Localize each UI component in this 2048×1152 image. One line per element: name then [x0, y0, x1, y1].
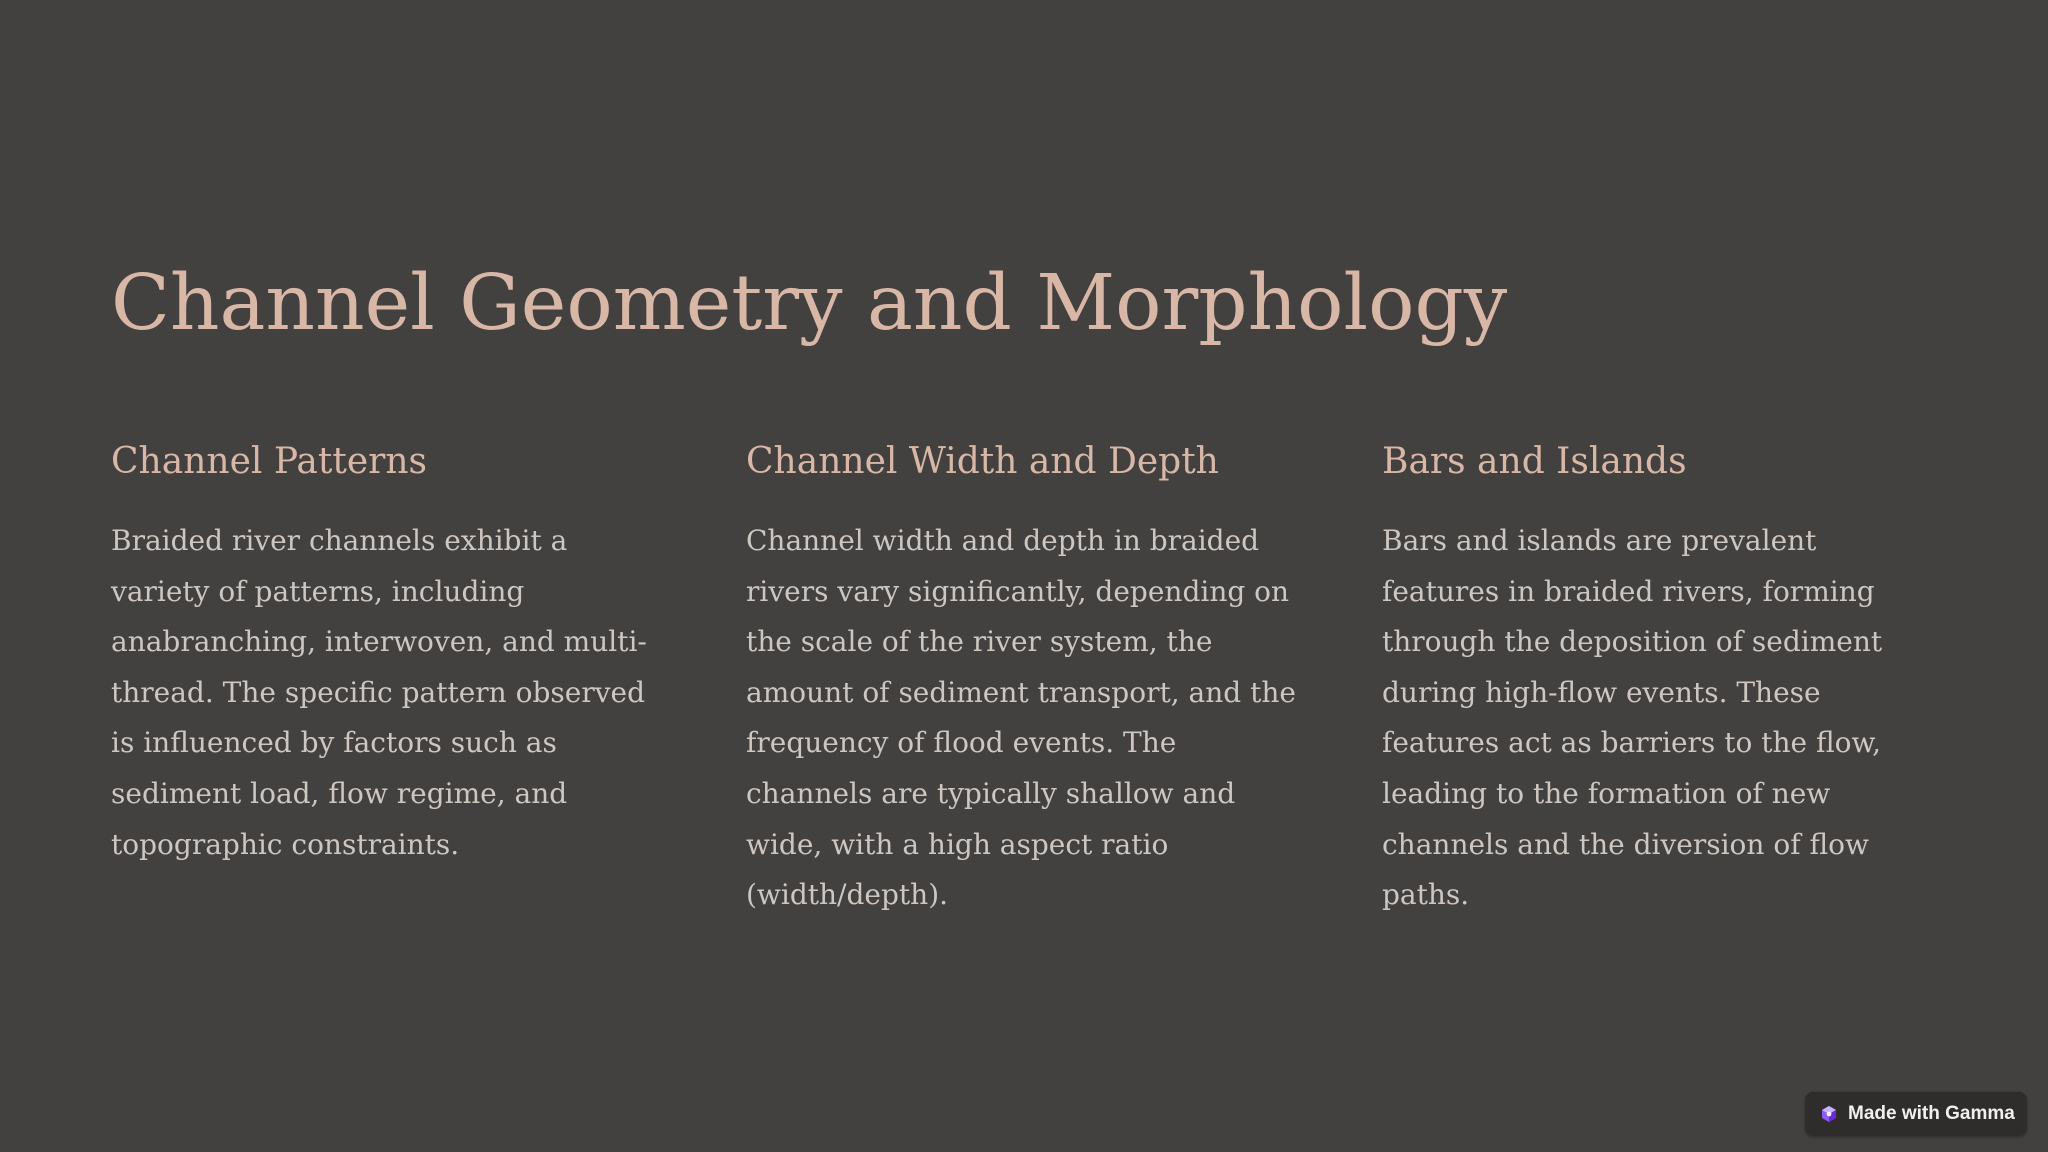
- column-bars-islands: [1382, 432, 1942, 921]
- column-body: Channel width and depth in braided rivers vary significantly, depending on the scale of the river system, the amount of sediment transport, and the frequency of flood events. The channels are typically shallow and wide, with a high aspect ratio (width/depth).: [746, 524, 1296, 912]
- slide-title: Channel Geometry and Morphology: [111, 259, 1508, 348]
- column-body: Braided river channels exhibit a variety of patterns, including anabranching, interwoven, and multi-thread. The specific pattern observed is influenced by factors such as sediment load, flow regime, and topographic constraints.: [111, 524, 647, 861]
- column-channel-patterns: [111, 432, 671, 870]
- made-with-gamma-badge[interactable]: [1805, 1092, 2027, 1136]
- column-channel-width-depth: [746, 432, 1306, 921]
- column-heading: Channel Patterns: [111, 441, 428, 482]
- gamma-logo-icon: [1820, 1105, 1838, 1123]
- column-body: Bars and islands are prevalent features in braided rivers, forming through the deposition of sediment during high-flow events. These features act as barriers to the flow, leading to the formation of new channels and the diversion of flow paths.: [1382, 524, 1883, 912]
- badge-label: Made with Gamma: [1848, 1103, 2015, 1124]
- column-heading: Channel Width and Depth: [746, 441, 1219, 482]
- column-heading: Bars and Islands: [1382, 441, 1687, 482]
